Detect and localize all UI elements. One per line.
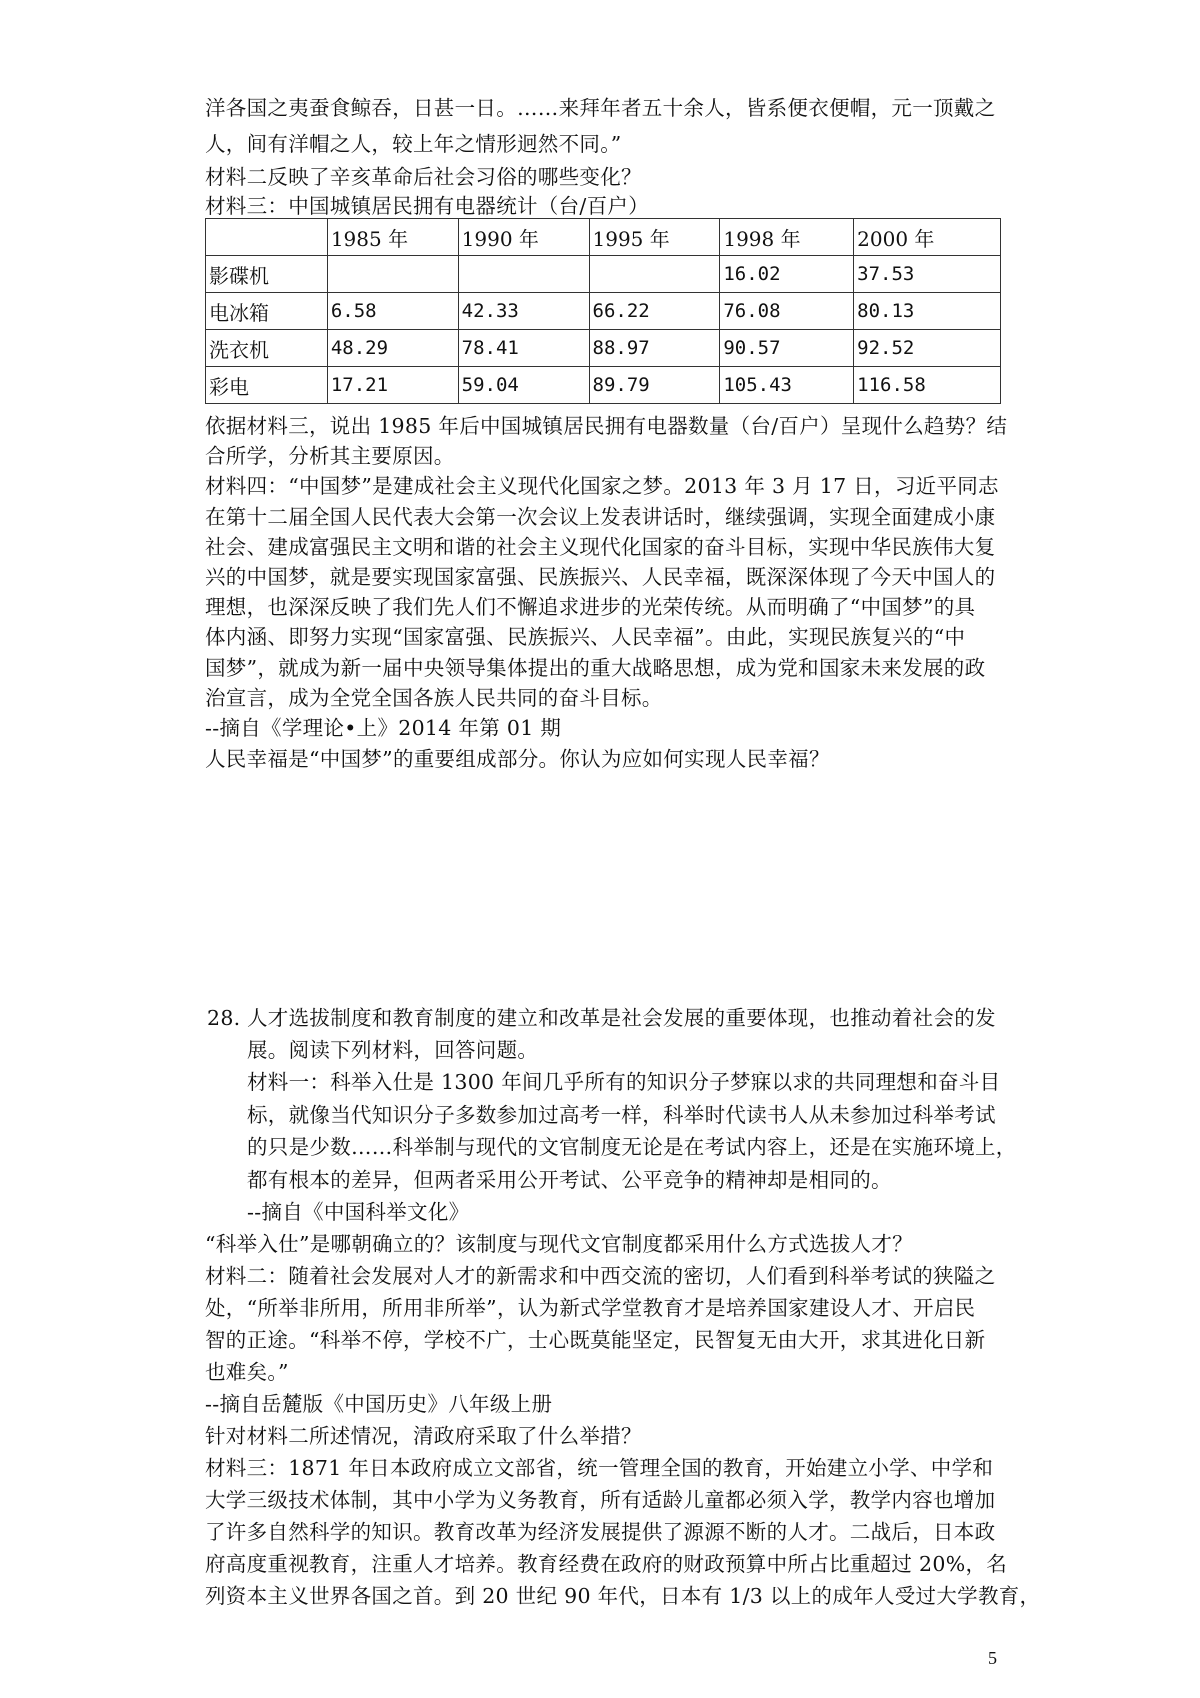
table-cell: 66.22 bbox=[589, 293, 720, 330]
table-cell: 89.79 bbox=[589, 367, 720, 404]
table-cell: 37.53 bbox=[854, 256, 1001, 293]
table-header-cell: 2000 年 bbox=[854, 219, 1001, 256]
text-line: 也难矣。” bbox=[205, 1360, 289, 1384]
text-line: 智的正途。“科举不停，学校不广，士心既莫能坚定，民智复无由大开，求其进化日新 bbox=[205, 1328, 986, 1352]
table-cell: 76.08 bbox=[720, 293, 854, 330]
table-cell bbox=[458, 256, 589, 293]
text-line: 治宣言，成为全党全国各族人民共同的奋斗目标。 bbox=[205, 686, 663, 710]
text-line: 了许多自然科学的知识。教育改革为经济发展提供了源源不断的人才。二战后，日本政 bbox=[205, 1520, 996, 1544]
question-prompt: 针对材料二所述情况，清政府采取了什么举措？ bbox=[205, 1424, 642, 1448]
table-cell: 88.97 bbox=[589, 330, 720, 367]
table-cell: 90.57 bbox=[720, 330, 854, 367]
question-prompt: 人民幸福是“中国梦”的重要组成部分。你认为应如何实现人民幸福？ bbox=[205, 747, 830, 771]
table-cell: 92.52 bbox=[854, 330, 1001, 367]
text-line: 材料一：科举入仕是 1300 年间几乎所有的知识分子梦寐以求的共同理想和奋斗目 bbox=[247, 1070, 1001, 1094]
text-line: 洋各国之夷蚕食鲸吞，日甚一日。……来拜年者五十余人，皆系便衣便帽，元一顶戴之 bbox=[205, 96, 996, 120]
table-header-cell: 1995 年 bbox=[589, 219, 720, 256]
text-line: 人，间有洋帽之人，较上年之情形迥然不同。” bbox=[205, 132, 622, 156]
text-line: 材料四：“中国梦”是建成社会主义现代化国家之梦。2013 年 3 月 17 日，习近平同志 bbox=[205, 474, 999, 498]
table-cell: 80.13 bbox=[854, 293, 1001, 330]
text-line: 标，就像当代知识分子多数参加过高考一样，科举时代读书人从未参加过科举考试 bbox=[247, 1103, 996, 1127]
text-line: 材料二：随着社会发展对人才的新需求和中西交流的密切，人们看到科举考试的狭隘之 bbox=[205, 1264, 996, 1288]
text-line: 列资本主义世界各国之首。到 20 世纪 90 年代，日本有 1/3 以上的成年人受过大学教育， bbox=[205, 1584, 1041, 1608]
table-row-label: 电冰箱 bbox=[206, 293, 328, 330]
table-header-row bbox=[206, 219, 1001, 256]
appliance-table bbox=[205, 218, 1001, 404]
table-row bbox=[206, 293, 1001, 330]
table-row-label: 洗衣机 bbox=[206, 330, 328, 367]
table-row bbox=[206, 367, 1001, 404]
text-line: 府高度重视教育，注重人才培养。教育经费在政府的财政预算中所占比重超过 20%，名 bbox=[205, 1552, 1008, 1576]
text-line: 社会、建成富强民主文明和谐的社会主义现代化国家的奋斗目标，实现中华民族伟大复 bbox=[205, 535, 996, 559]
table-header-cell: 1998 年 bbox=[720, 219, 854, 256]
text-line: 理想，也深深反映了我们先人们不懈追求进步的光荣传统。从而明确了“中国梦”的具 bbox=[205, 595, 976, 619]
table-header-cell: 1985 年 bbox=[327, 219, 458, 256]
text-line: 在第十二届全国人民代表大会第一次会议上发表讲话时，继续强调，实现全面建成小康 bbox=[205, 505, 996, 529]
text-line: 国梦”，就成为新一届中央领导集体提出的重大战略思想，成为党和国家未来发展的政 bbox=[205, 656, 986, 680]
table-cell: 16.02 bbox=[720, 256, 854, 293]
table-cell: 116.58 bbox=[854, 367, 1001, 404]
text-line: 兴的中国梦，就是要实现国家富强、民族振兴、人民幸福，既深深体现了今天中国人的 bbox=[205, 565, 996, 589]
table-header-cell: 1990 年 bbox=[458, 219, 589, 256]
text-line: 材料三：1871 年日本政府成立文部省，统一管理全国的教育，开始建立小学、中学和 bbox=[205, 1456, 994, 1480]
question-prompt: 依据材料三，说出 1985 年后中国城镇居民拥有电器数量（台/百户）呈现什么趋势？结 bbox=[205, 414, 1008, 438]
text-line: 人才选拔制度和教育制度的建立和改革是社会发展的重要体现，也推动着社会的发 bbox=[247, 1006, 996, 1030]
table-cell: 59.04 bbox=[458, 367, 589, 404]
text-line: 都有根本的差异，但两者采用公开考试、公平竞争的精神却是相同的。 bbox=[247, 1168, 892, 1192]
question-number: 28. bbox=[207, 1006, 241, 1030]
source-citation: --摘自岳麓版《中国历史》八年级上册 bbox=[205, 1392, 553, 1416]
table-cell: 6.58 bbox=[327, 293, 458, 330]
text-line: 展。阅读下列材料，回答问题。 bbox=[247, 1038, 539, 1062]
question-prompt: 合所学，分析其主要原因。 bbox=[205, 444, 455, 468]
question-prompt: 材料二反映了辛亥革命后社会习俗的哪些变化？ bbox=[205, 165, 642, 189]
source-citation: --摘自《中国科举文化》 bbox=[247, 1200, 470, 1224]
question-prompt: “科举入仕”是哪朝确立的？该制度与现代文官制度都采用什么方式选拔人才？ bbox=[205, 1232, 913, 1256]
table-caption: 材料三：中国城镇居民拥有电器统计（台/百户） bbox=[205, 194, 650, 218]
source-citation: --摘自《学理论•上》2014 年第 01 期 bbox=[205, 716, 562, 740]
table-cell: 42.33 bbox=[458, 293, 589, 330]
table-cell: 17.21 bbox=[327, 367, 458, 404]
table-row bbox=[206, 256, 1001, 293]
text-line: 处，“所举非所用，所用非所举”，认为新式学堂教育才是培养国家建设人才、开启民 bbox=[205, 1296, 976, 1320]
table-cell bbox=[589, 256, 720, 293]
text-line: 大学三级技术体制，其中小学为义务教育，所有适龄儿童都必须入学，教学内容也增加 bbox=[205, 1488, 996, 1512]
table-cell: 48.29 bbox=[327, 330, 458, 367]
text-line: 体内涵、即努力实现“国家富强、民族振兴、人民幸福”。由此，实现民族复兴的“中 bbox=[205, 625, 966, 649]
table-header-cell bbox=[206, 219, 328, 256]
table-row-label: 影碟机 bbox=[206, 256, 328, 293]
table-cell bbox=[327, 256, 458, 293]
page-number: 5 bbox=[988, 1648, 997, 1668]
table-cell: 105.43 bbox=[720, 367, 854, 404]
table-cell: 78.41 bbox=[458, 330, 589, 367]
text-line: 的只是少数……科举制与现代的文官制度无论是在考试内容上，还是在实施环境上， bbox=[247, 1135, 1017, 1159]
table-row-label: 彩电 bbox=[206, 367, 328, 404]
table-row bbox=[206, 330, 1001, 367]
